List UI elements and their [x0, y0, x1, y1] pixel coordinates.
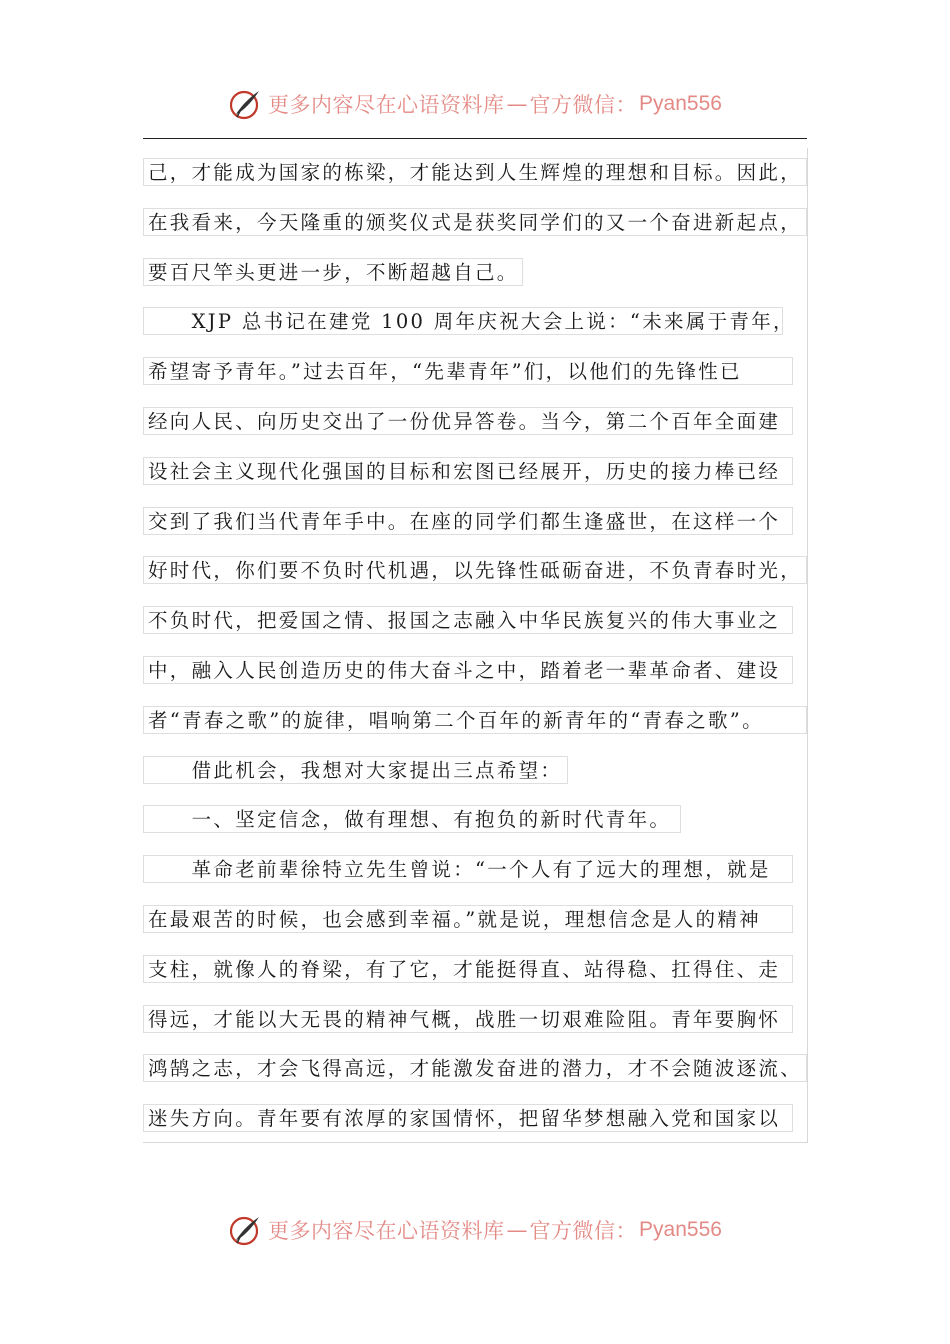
- footer-banner-text: 更多内容尽在心语资料库: [268, 1219, 505, 1243]
- document-body: [143, 148, 808, 1143]
- body-text-line: 要百尺竿头更进一步，不断超越自己。: [143, 258, 523, 286]
- body-text-line: 在最艰苦的时候，也会感到幸福。”就是说，理想信念是人的精神: [143, 905, 793, 933]
- body-text-line: 一、坚定信念，做有理想、有抱负的新时代青年。: [143, 805, 681, 833]
- body-text-line: XJP 总书记在建党 100 周年庆祝大会上说：“未来属于青年，: [143, 307, 783, 335]
- footer-banner-separator: —: [506, 1218, 528, 1242]
- header-divider: [143, 138, 807, 139]
- body-text-line: 支柱，就像人的脊梁，有了它，才能挺得直、站得稳、扛得住、走: [143, 955, 793, 983]
- header-banner-wechat-label: 官方微信：: [529, 93, 638, 117]
- body-text-line: 在我看来，今天隆重的颁奖仪式是获奖同学们的又一个奋进新起点，: [143, 208, 807, 236]
- footer-banner-wechat-label: 官方微信：: [529, 1219, 638, 1243]
- header-banner-handle: Pyan556: [639, 92, 722, 115]
- body-text-line: 希望寄予青年。”过去百年，“先辈青年”们，以他们的先锋性已: [143, 357, 793, 385]
- body-text-line: 设社会主义现代化强国的目标和宏图已经展开，历史的接力棒已经: [143, 457, 793, 485]
- header-banner-text: 更多内容尽在心语资料库: [268, 93, 505, 117]
- feather-quill-logo-icon: [228, 87, 262, 121]
- body-text-line: 鸿鹄之志，才会飞得高远，才能激发奋进的潜力，才不会随波逐流、: [143, 1054, 807, 1082]
- body-text-line: 中，融入人民创造历史的伟大奋斗之中，踏着老一辈革命者、建设: [143, 656, 793, 684]
- feather-quill-logo-icon: [228, 1213, 262, 1247]
- page-footer-banner: [0, 1210, 950, 1250]
- header-banner-separator: —: [506, 92, 528, 116]
- body-text-line: 迷失方向。青年要有浓厚的家国情怀，把留华梦想融入党和国家以: [143, 1104, 793, 1132]
- body-text-line: 好时代，你们要不负时代机遇，以先锋性砥砺奋进，不负青春时光，: [143, 556, 807, 584]
- body-text-line: 不负时代，把爱国之情、报国之志融入中华民族复兴的伟大事业之: [143, 606, 793, 634]
- page-header-banner: [0, 84, 950, 124]
- body-text-line: 己，才能成为国家的栋梁，才能达到人生辉煌的理想和目标。因此，: [143, 158, 807, 186]
- body-text-line: 得远，才能以大无畏的精神气概，战胜一切艰难险阻。青年要胸怀: [143, 1005, 793, 1033]
- body-text-line: 借此机会，我想对大家提出三点希望：: [143, 756, 568, 784]
- body-text-line: 交到了我们当代青年手中。在座的同学们都生逢盛世，在这样一个: [143, 507, 793, 535]
- body-text-line: 革命老前辈徐特立先生曾说：“一个人有了远大的理想，就是: [143, 855, 793, 883]
- footer-banner-handle: Pyan556: [639, 1218, 722, 1241]
- body-text-line: 者“青春之歌”的旋律，唱响第二个百年的新青年的“青春之歌”。: [143, 706, 807, 734]
- body-text-line: 经向人民、向历史交出了一份优异答卷。当今，第二个百年全面建: [143, 407, 793, 435]
